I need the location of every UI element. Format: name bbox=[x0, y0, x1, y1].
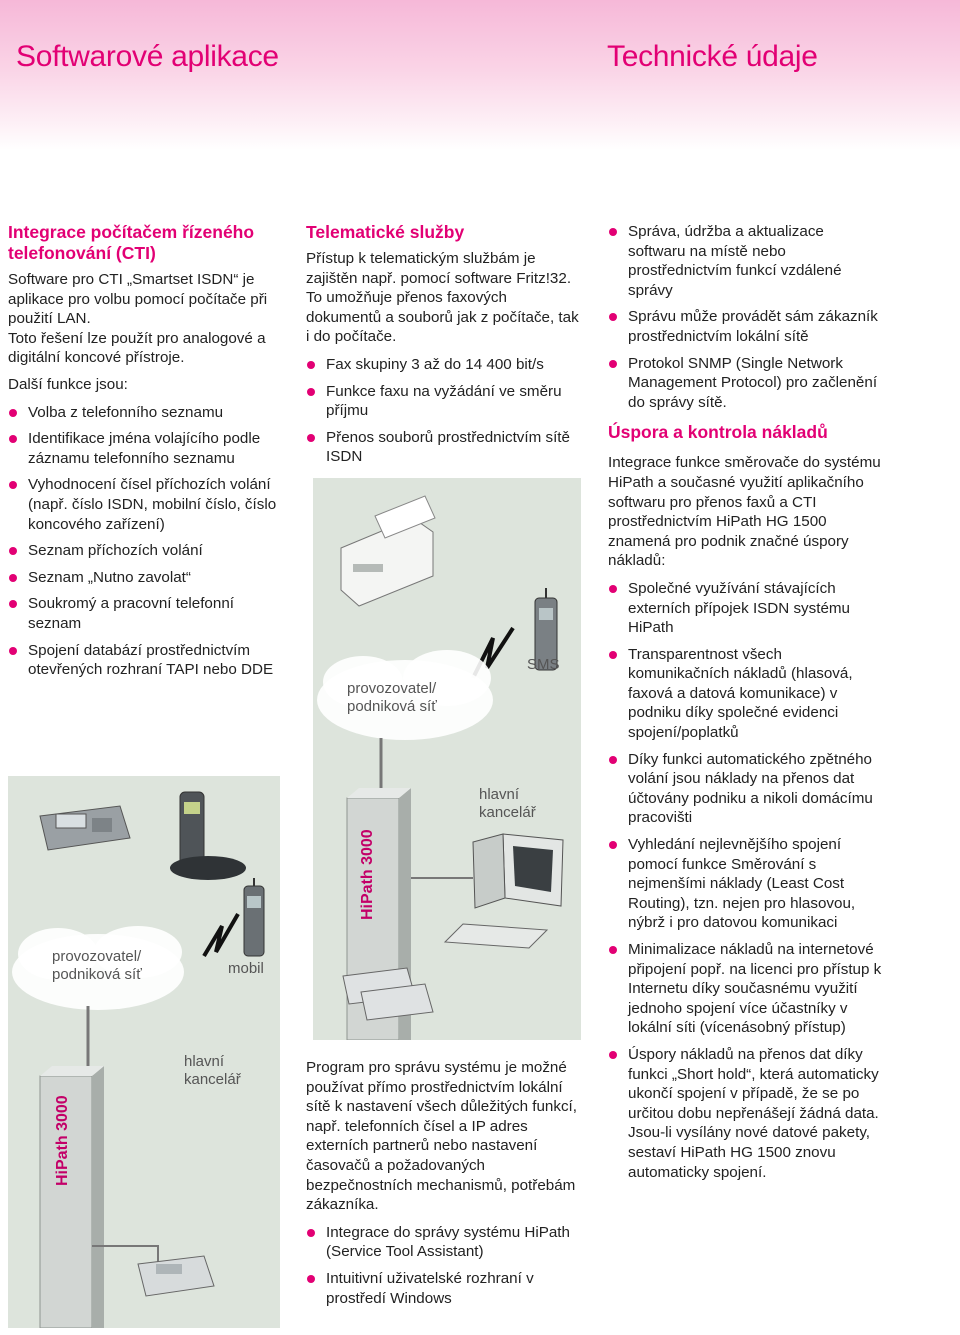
bullet-icon bbox=[9, 600, 17, 608]
list-item: Funkce faxu na vyžádání ve směru příjmu bbox=[306, 382, 584, 421]
list-item: Minimalizace nákladů na internetové připojení popř. na licenci pro přístup k Internetu díky současnému využití jednoho spojení více účastníky v lokální síti (vícenásobný přístup) bbox=[608, 940, 884, 1038]
mobile-label: mobil bbox=[228, 960, 264, 977]
column-middle-lower bbox=[306, 1058, 584, 1315]
cloud-label: provozovatel/ podniková síť bbox=[52, 948, 142, 983]
computer-icon bbox=[445, 834, 563, 948]
list-item: Vyhledání nejlevnějšího spojení pomocí funkce Směrování s nejmenšími náklady (Least Cost Routing), tzn. nejen pro hlasovou, nýbrž i pro datovou komunikaci bbox=[608, 835, 884, 933]
bullet-icon bbox=[9, 547, 17, 555]
section-title-right: Technické údaje bbox=[607, 40, 818, 73]
desk-phone-icon bbox=[40, 806, 130, 850]
cti-intro-2: Toto řešení lze použít pro analogové a digitální koncové přístroje. bbox=[8, 329, 266, 367]
column-middle bbox=[306, 222, 584, 474]
bullet-icon bbox=[609, 651, 617, 659]
bullet-icon bbox=[307, 1275, 315, 1283]
list-item: Úspory nákladů na přenos dat díky funkci „Short hold“, která automaticky ukončí spojení v případě, že se po určitou dobu nepřenášejí žádná data. Jsou-li vysílány nové datové pakety, sestaví HiPath HG 1500 znovu automaticky spojení. bbox=[608, 1045, 884, 1182]
bullet-icon bbox=[9, 481, 17, 489]
office-phone-icon bbox=[138, 1256, 214, 1296]
bullet-icon bbox=[307, 361, 315, 369]
diagram-drawing bbox=[313, 478, 581, 1040]
hipath-label: HiPath 3000 bbox=[359, 829, 376, 920]
cti-heading: Integrace počítačem řízeného telefonování (CTI) bbox=[8, 222, 255, 263]
bullet-icon bbox=[609, 228, 617, 236]
bullet-icon bbox=[9, 647, 17, 655]
list-item: Seznam příchozích volání bbox=[8, 541, 286, 561]
list-item: Identifikace jména volajícího podle záznamu telefonního seznamu bbox=[8, 429, 286, 468]
bullet-icon bbox=[609, 946, 617, 954]
bullet-icon bbox=[609, 313, 617, 321]
telematics-list bbox=[306, 355, 584, 467]
hipath-server-icon bbox=[40, 1066, 104, 1328]
cordless-phone-icon bbox=[170, 792, 246, 880]
cti-network-diagram bbox=[8, 776, 280, 1328]
bullet-icon bbox=[9, 574, 17, 582]
bullet-icon bbox=[609, 841, 617, 849]
list-item: Spojení databází prostřednictvím otevřených rozhraní TAPI nebo DDE bbox=[8, 641, 286, 680]
list-item: Integrace do správy systému HiPath (Service Tool Assistant) bbox=[306, 1223, 584, 1262]
section-title-left: Softwarové aplikace bbox=[16, 40, 279, 73]
telematics-heading: Telematické služby bbox=[306, 222, 465, 242]
bullet-icon bbox=[609, 585, 617, 593]
diagram-drawing bbox=[8, 776, 280, 1328]
bullet-icon bbox=[307, 388, 315, 396]
list-item: Správu může provádět sám zákazník prostřednictvím lokální sítě bbox=[608, 307, 884, 346]
list-item: Společné využívání stávajících externích přípojek ISDN systému HiPath bbox=[608, 579, 884, 638]
header-banner bbox=[0, 0, 960, 150]
office-label: hlavní kancelář bbox=[479, 786, 536, 821]
wireless-link-icon bbox=[204, 914, 238, 956]
mobile-phone-icon bbox=[244, 878, 264, 956]
bullet-icon bbox=[307, 1229, 315, 1237]
admin-description: Program pro správu systému je možné používat přímo prostřednictvím lokální sítě k nastavení všech důležitých funkcí, např. telefonních čísel a IP adres externích partnerů nebo nastavení časovačů a požadovaných bezpečnostních mechanismů, potřebám zákazníka. bbox=[306, 1059, 577, 1214]
column-left bbox=[8, 222, 286, 687]
list-item: Transparentnost všech komunikačních nákladů (hlasová, faxová a datová komunikace) v podniku díky společné evidenci spojení/poplatků bbox=[608, 645, 884, 743]
bullet-icon bbox=[609, 1051, 617, 1059]
list-item: Volba z telefonního seznamu bbox=[8, 403, 286, 423]
list-item: Seznam „Nutno zavolat“ bbox=[8, 568, 286, 588]
list-item: Protokol SNMP (Single Network Management Protocol) pro začlenění do správy sítě. bbox=[608, 354, 884, 413]
list-item: Přenos souborů prostřednictvím sítě ISDN bbox=[306, 428, 584, 467]
admin-list bbox=[306, 1223, 584, 1308]
cti-feature-list bbox=[8, 403, 286, 680]
sms-label: SMS bbox=[527, 656, 560, 673]
bullet-icon bbox=[9, 409, 17, 417]
cloud-label: provozovatel/ podniková síť bbox=[347, 680, 437, 715]
savings-heading: Úspora a kontrola nákladů bbox=[608, 422, 828, 443]
cti-intro-1: Software pro CTI „Smartset ISDN“ je aplikace pro volbu pomocí počítače při použití LAN. bbox=[8, 271, 268, 328]
list-item: Intuitivní uživatelské rozhraní v prostředí Windows bbox=[306, 1269, 584, 1308]
list-item: Fax skupiny 3 až do 14 400 bit/s bbox=[306, 355, 584, 375]
list-item: Vyhodnocení čísel příchozích volání (např. číslo ISDN, mobilní číslo, číslo koncového zařízení) bbox=[8, 475, 286, 534]
column-right bbox=[608, 222, 884, 1189]
bullet-icon bbox=[609, 756, 617, 764]
telematics-intro-1: Přístup k telematickým službám je zajištěn např. pomocí software Fritz!32. bbox=[306, 250, 572, 287]
list-item: Soukromý a pracovní telefonní seznam bbox=[8, 594, 286, 633]
fax-machine-icon bbox=[341, 496, 435, 606]
admin-feature-list bbox=[608, 222, 884, 412]
savings-list bbox=[608, 579, 884, 1182]
cti-intro-3: Další funkce jsou: bbox=[8, 375, 128, 393]
hipath-label: HiPath 3000 bbox=[54, 1095, 71, 1186]
bullet-icon bbox=[609, 360, 617, 368]
list-item: Díky funkci automatického zpětného volání jsou náklady na přenos dat účtovány podniku a nikoli domácímu pracovišti bbox=[608, 750, 884, 828]
office-label: hlavní kancelář bbox=[184, 1053, 241, 1088]
bullet-icon bbox=[9, 435, 17, 443]
telematics-network-diagram bbox=[313, 478, 581, 1040]
bullet-icon bbox=[307, 434, 315, 442]
list-item: Správa, údržba a aktualizace softwaru na místě nebo prostřednictvím funkcí vzdálené správy bbox=[608, 222, 884, 300]
telematics-intro-2: To umožňuje přenos faxových dokumentů a souborů jak z počítače, tak i do počítače. bbox=[306, 289, 579, 346]
savings-intro: Integrace funkce směrovače do systému HiPath a současné využití aplikačního softwaru pro přenos faxů a CTI prostřednictvím HiPath HG 1500 znamená pro podnik značné úspory nákladů: bbox=[608, 454, 881, 570]
